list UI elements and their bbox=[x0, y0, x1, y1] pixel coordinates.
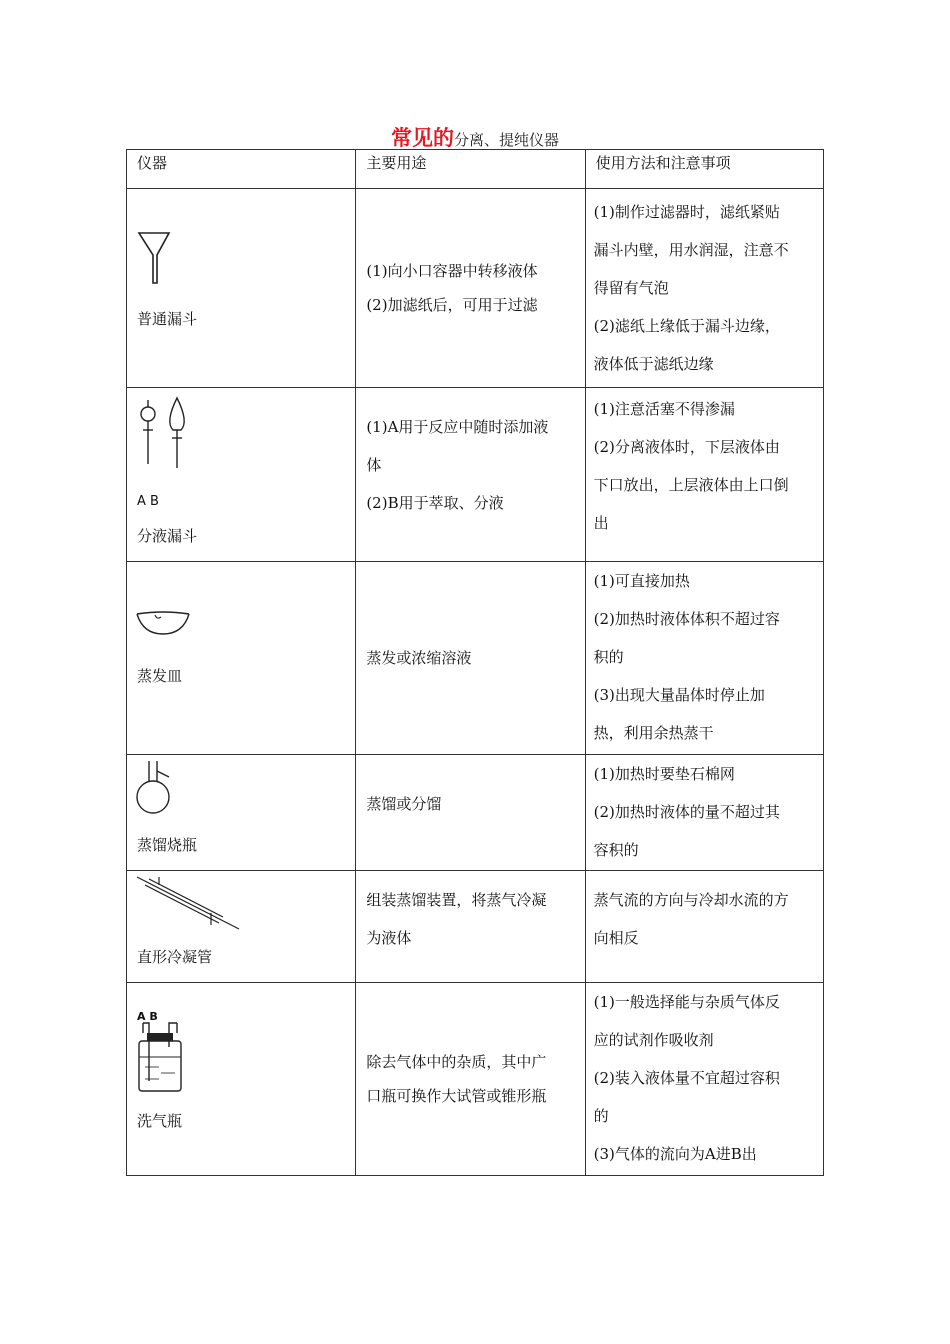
use-line: 蒸发或浓缩溶液 bbox=[366, 649, 472, 667]
table-row bbox=[127, 562, 824, 755]
gas-washing-bottle-icon bbox=[135, 1021, 185, 1093]
header-notes: 使用方法和注意事项 bbox=[595, 154, 731, 172]
note-line: (2)滤纸上缘低于漏斗边缘， bbox=[593, 317, 780, 335]
title-highlight: 常见的 bbox=[390, 126, 454, 150]
instrument-name: 洗气瓶 bbox=[137, 1112, 183, 1130]
instrument-name: 蒸馏烧瓶 bbox=[137, 836, 198, 854]
header-instrument: 仪器 bbox=[137, 154, 168, 172]
use-line: (1)向小口容器中转移液体 bbox=[366, 262, 538, 280]
instrument-name: 直形冷凝管 bbox=[137, 948, 213, 966]
header-use: 主要用途 bbox=[366, 154, 427, 172]
use-line: 体 bbox=[366, 456, 382, 474]
note-line: 热，利用余热蒸干 bbox=[593, 724, 714, 742]
note-line: 的 bbox=[593, 1107, 609, 1125]
note-line: (1)注意活塞不得渗漏 bbox=[593, 400, 735, 418]
instrument-table bbox=[126, 149, 824, 1176]
apparatus-labels: A B bbox=[137, 494, 159, 509]
use-line: 组装蒸馏装置，将蒸气冷凝 bbox=[366, 891, 547, 909]
instrument-name: 蒸发皿 bbox=[137, 667, 183, 685]
instrument-name: 普通漏斗 bbox=[137, 310, 198, 328]
note-line: (1)一般选择能与杂质气体反 bbox=[593, 993, 780, 1011]
note-line: (1)可直接加热 bbox=[593, 572, 690, 590]
note-line: 得留有气泡 bbox=[593, 279, 669, 297]
distillation-flask-icon bbox=[135, 759, 179, 819]
note-line: (3)气体的流向为A进B出 bbox=[593, 1145, 757, 1163]
instrument-name: 分液漏斗 bbox=[137, 527, 198, 545]
note-line: (2)加热时液体的量不超过其 bbox=[593, 803, 780, 821]
use-line: (2)B用于萃取、分液 bbox=[366, 494, 504, 512]
table-header-row bbox=[127, 150, 824, 189]
table-row bbox=[127, 189, 824, 388]
note-line: 积的 bbox=[593, 648, 624, 666]
table-row bbox=[127, 755, 824, 871]
use-line: 口瓶可换作大试管或锥形瓶 bbox=[366, 1087, 547, 1105]
note-line: 液体低于滤纸边缘 bbox=[593, 355, 714, 373]
use-line: (2)加滤纸后，可用于过滤 bbox=[366, 296, 538, 314]
note-line: 漏斗内壁，用水润湿，注意不 bbox=[593, 241, 789, 259]
use-line: 为液体 bbox=[366, 929, 412, 947]
use-line: 蒸馏或分馏 bbox=[366, 795, 442, 813]
note-line: 出 bbox=[593, 514, 609, 532]
note-line: 下口放出，上层液体由上口倒 bbox=[593, 476, 789, 494]
table-row bbox=[127, 388, 824, 562]
separatory-funnel-icon bbox=[135, 394, 197, 474]
apparatus-labels: A B bbox=[137, 1010, 158, 1023]
note-line: (2)分离液体时，下层液体由 bbox=[593, 438, 780, 456]
note-line: (1)加热时要垫石棉网 bbox=[593, 765, 735, 783]
funnel-icon bbox=[135, 229, 175, 289]
note-line: 蒸气流的方向与冷却水流的方 bbox=[593, 891, 789, 909]
title-rest: 分离、提纯仪器 bbox=[453, 131, 559, 149]
note-line: 容积的 bbox=[593, 841, 639, 859]
use-line: 除去气体中的杂质，其中广 bbox=[366, 1053, 547, 1071]
table-row bbox=[127, 983, 824, 1176]
use-line: (1)A用于反应中随时添加液 bbox=[366, 418, 549, 436]
note-line: (2)装入液体量不宜超过容积 bbox=[593, 1069, 780, 1087]
note-line: (3)出现大量晶体时停止加 bbox=[593, 686, 765, 704]
note-line: 向相反 bbox=[593, 929, 639, 947]
note-line: (1)制作过滤器时，滤纸紧贴 bbox=[593, 203, 780, 221]
condenser-icon bbox=[135, 873, 245, 937]
note-line: (2)加热时液体体积不超过容 bbox=[593, 610, 780, 628]
table-row bbox=[127, 871, 824, 983]
evaporating-dish-icon bbox=[135, 606, 191, 642]
note-line: 应的试剂作吸收剂 bbox=[593, 1031, 714, 1049]
